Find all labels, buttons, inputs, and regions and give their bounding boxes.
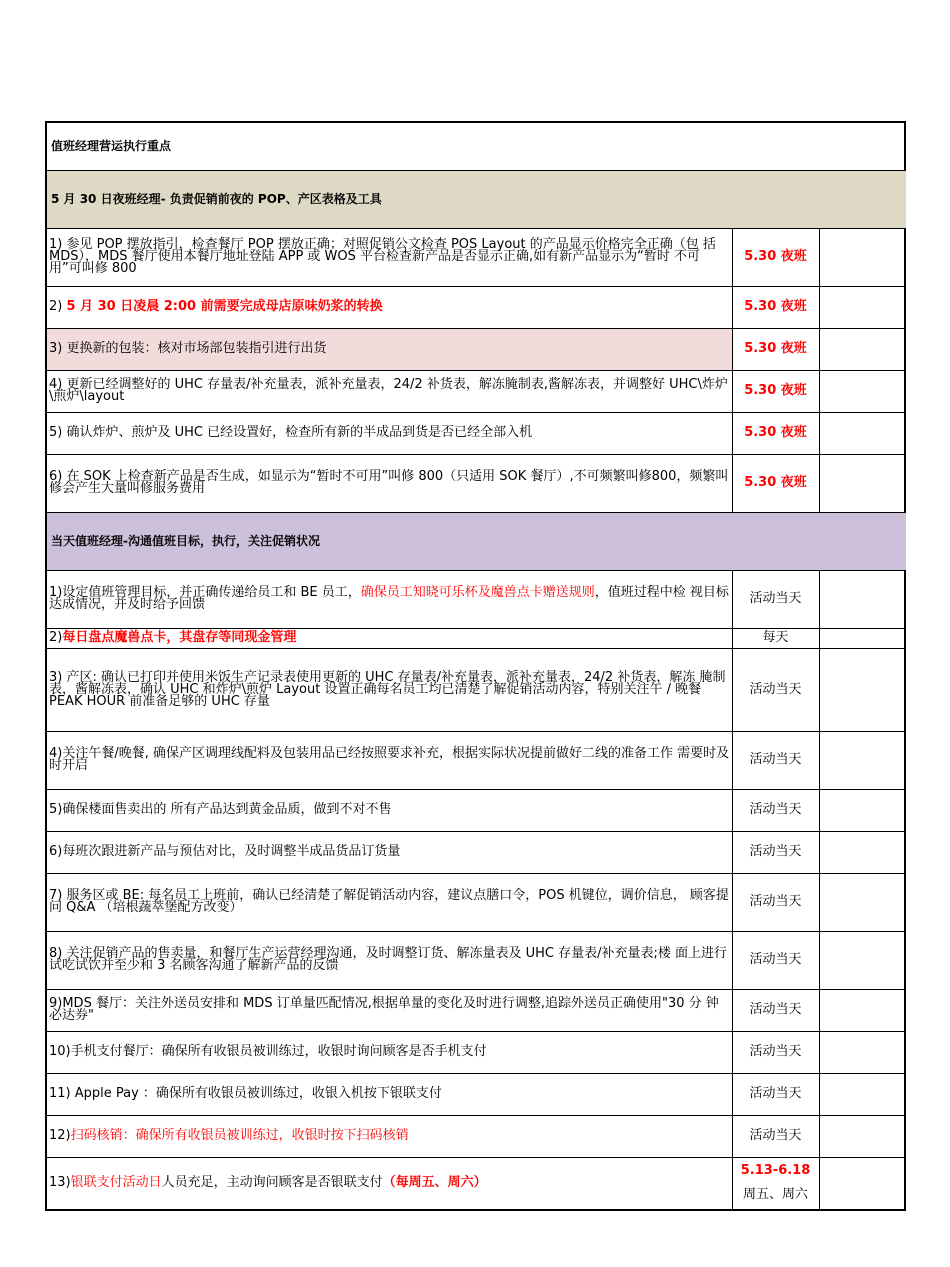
blank-cell [819,731,906,789]
table-row [47,831,906,873]
schedule-tag [732,1157,819,1209]
blank-cell [819,570,906,628]
task-text: 4)关注午餐/晚餐, 确保产区调理线配料及包装用品已经按照要求补充，根据实际状况提前做好二线的准备工作 需要时及时开启 [47,731,732,789]
section2-header: 当天值班经理-沟通值班目标，执行，关注促销状况 [47,512,906,570]
shift-tag: 5.30 夜班 [732,454,819,512]
task-text: 5) 确认炸炉、煎炉及 UHC 已经设置好，检查所有新的半成品到货是否已经全部入机 [47,412,732,454]
blank-cell [819,628,906,648]
shift-tag: 5.30 夜班 [732,286,819,328]
task-text: 8) 关注促销产品的售卖量，和餐厅生产运营经理沟通，及时调整订货、解冻量表及 UHC 存量表/补充量表;楼 面上进行试吃试饮并至少和 3 名顾客沟通了解新产品的反馈 [47,931,732,989]
schedule-sheet [45,121,906,1211]
task-text: 2) 5 月 30 日凌晨 2:00 前需要完成母店原味奶浆的转换 [47,286,732,328]
task-text: 5)确保楼面售卖出的 所有产品达到黄金品质，做到不对不售 [47,789,732,831]
blank-cell [819,789,906,831]
schedule-tag: 活动当天 [732,731,819,789]
task-text: 7) 服务区或 BE: 每名员工上班前，确认已经清楚了解促销活动内容，建议点膳口令，POS 机键位，调价信息， 顾客提问 Q&A （培根蔬萃堡配方改变） [47,873,732,931]
table-row [47,1073,906,1115]
page-title: 值班经理营运执行重点 [47,123,906,170]
task-text: 13)银联支付活动日人员充足，主动询问顾客是否银联支付（每周五、周六） [47,1157,732,1209]
schedule-tag: 活动当天 [732,831,819,873]
blank-cell [819,1115,906,1157]
table-row [47,1157,906,1209]
blank-cell [819,989,906,1031]
task-text: 6)每班次跟进新产品与预估对比，及时调整半成品货品订货量 [47,831,732,873]
schedule-tag: 活动当天 [732,1115,819,1157]
section1-header-row [47,170,906,228]
table-row [47,873,906,931]
schedule-tag: 活动当天 [732,989,819,1031]
table-row [47,731,906,789]
task-text: 6) 在 SOK 上检查新产品是否生成，如显示为“暂时不可用”叫修 800（只适用 SOK 餐厅）,不可频繁叫修800，频繁叫修会产生大量叫修服务费用 [47,454,732,512]
date-range: 5.13-6.18 [740,1163,811,1179]
schedule-tag: 活动当天 [732,1031,819,1073]
blank-cell [819,873,906,931]
task-text: 10)手机支付餐厅：确保所有收银员被训练过，收银时询问顾客是否手机支付 [47,1031,732,1073]
table-row [47,931,906,989]
table-row [47,570,906,628]
blank-cell [819,228,906,286]
task-text: 9)MDS 餐厅：关注外送员安排和 MDS 订单量匹配情况,根据单量的变化及时进行调整,追踪外送员正确使用"30 分 钟必达券" [47,989,732,1031]
blank-cell [819,454,906,512]
blank-cell [819,370,906,412]
blank-cell [819,412,906,454]
section2-header-row [47,512,906,570]
blank-cell [819,1073,906,1115]
schedule-tag: 活动当天 [732,931,819,989]
table-row [47,370,906,412]
table-row [47,328,906,370]
task-text: 12)扫码核销：确保所有收银员被训练过，收银时按下扫码核销 [47,1115,732,1157]
section1-header: 5 月 30 日夜班经理- 负责促销前夜的 POP、产区表格及工具 [47,170,906,228]
task-text: 2)每日盘点魔兽点卡，其盘存等同现金管理 [47,628,732,648]
blank-cell [819,1157,906,1209]
table-row [47,1031,906,1073]
table-row [47,789,906,831]
blank-cell [819,648,906,731]
table-row [47,454,906,512]
schedule-tag: 活动当天 [732,648,819,731]
schedule-tag: 每天 [732,628,819,648]
table-row [47,989,906,1031]
table-row [47,412,906,454]
schedule-table [47,123,906,1209]
weekday-range: 周五、周六 [742,1187,808,1203]
table-row [47,1115,906,1157]
table-row [47,648,906,731]
task-text: 11) Apple Pay ：确保所有收银员被训练过，收银入机按下银联支付 [47,1073,732,1115]
schedule-tag: 活动当天 [732,570,819,628]
schedule-tag: 活动当天 [732,873,819,931]
schedule-tag: 活动当天 [732,789,819,831]
table-row [47,286,906,328]
schedule-tag: 活动当天 [732,1073,819,1115]
blank-cell [819,286,906,328]
shift-tag: 5.30 夜班 [732,412,819,454]
blank-cell [819,1031,906,1073]
task-text: 3) 更换新的包装：核对市场部包装指引进行出货 [47,328,732,370]
shift-tag: 5.30 夜班 [732,328,819,370]
task-text: 1) 参见 POP 摆放指引，检查餐厅 POP 摆放正确；对照促销公文检查 POS Layout 的产品显示价格完全正确（包 括 MDS），MDS 餐厅使用本餐厅地址登陆 APP 或 WOS 平台检查新产品是否显示正确,如有新产品显示为“暂时 不可用”可叫修 800 [47,228,732,286]
task-text: 3) 产区: 确认已打印并使用米饭生产记录表使用更新的 UHC 存量表/补充量表，派补充量表，24/2 补货表，解冻 腌制表，酱解冻表，确认 UHC 和炸炉\煎炉 Layout 设置正确每名员工均已清楚了解促销活动内容，特别关注午 / 晚餐 PEAK HOUR 前准备足够的 UHC 存量 [47,648,732,731]
table-row [47,628,906,648]
shift-tag: 5.30 夜班 [732,228,819,286]
blank-cell [819,831,906,873]
task-text: 1)设定值班管理目标，并正确传递给员工和 BE 员工，确保员工知晓可乐杯及魔兽点卡赠送规则，值班过程中检 视目标达成情况，并及时给予回馈 [47,570,732,628]
table-row [47,228,906,286]
shift-tag: 5.30 夜班 [732,370,819,412]
task-text: 4) 更新已经调整好的 UHC 存量表/补充量表，派补充量表，24/2 补货表，解冻腌制表,酱解冻表，并调整好 UHC\炸炉\煎炉\layout [47,370,732,412]
title-row [47,123,906,170]
blank-cell [819,931,906,989]
blank-cell [819,328,906,370]
